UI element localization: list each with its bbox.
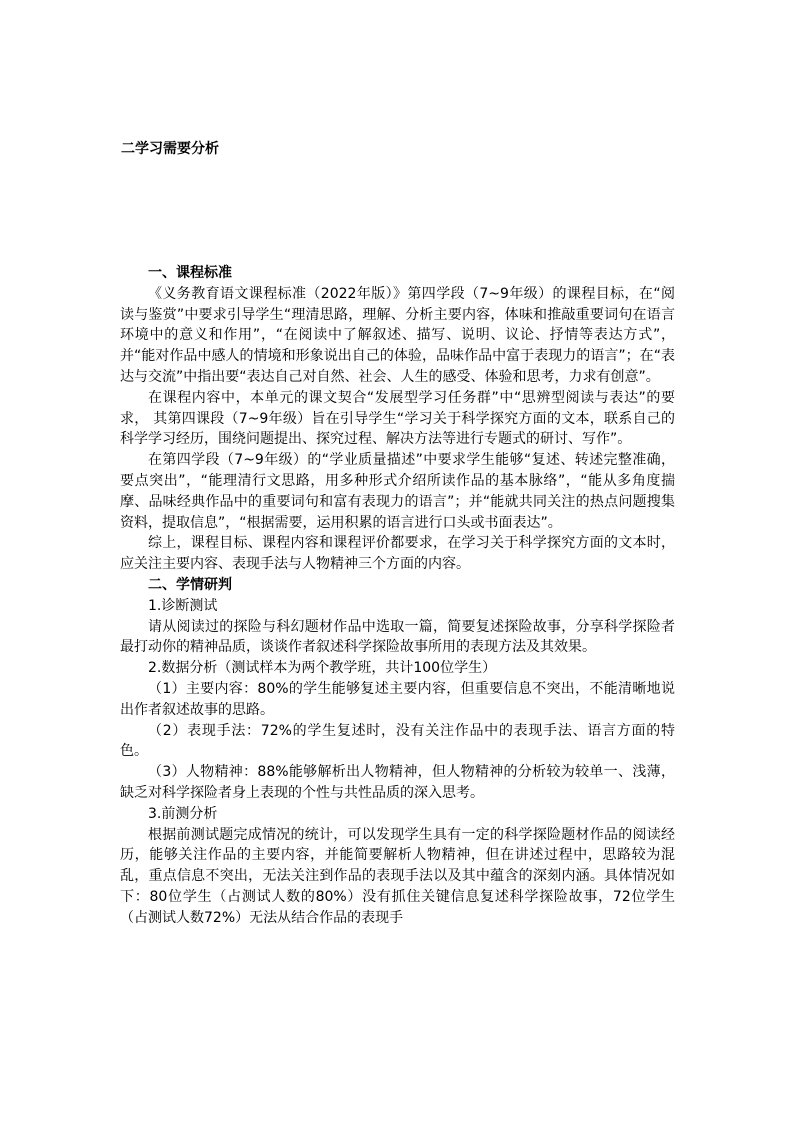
- paragraph-pretest-analysis: 根据前测试题完成情况的统计，可以发现学生具有一定的科学探险题材作品的阅读经历，能够关注作品的主要内容，并能简要解析人物精神，但在讲述过程中，思路较为混乱，重点信息不突出，无法关注到作品的表现手法以及其中蕴含的深刻内涵。具体情况如下：80位学生（占测试人数的80%）没有抓住关键信息复述科学探险故事，72位学生（占测试人数72%）无法从结合作品的表现手: [120, 826, 675, 926]
- page-title: 二学习需要分析: [121, 141, 219, 157]
- list-item-character-spirit: （3）人物精神：88%能够解析出人物精神，但人物精神的分析较为较单一、浅薄，缺乏对科学探险者身上表现的个性与共性品质的深入思考。: [120, 764, 675, 801]
- document-body: [120, 263, 675, 929]
- section-heading-learner-analysis: 二、学情研判: [148, 576, 232, 593]
- subheading-diagnostic-test: 1.诊断测试: [148, 597, 218, 614]
- paragraph-diagnostic-test: 请从阅读过的探险与科幻题材作品中选取一篇，简要复述探险故事，分享科学探险者最打动你的精神品质，谈谈作者叙述科学探险故事所用的表现方法及其效果。: [120, 618, 675, 656]
- paragraph-summary: 综上，课程目标、课程内容和课程评价都要求，在学习关于科学探究方面的文本时，应关注主要内容、表现手法与人物精神三个方面的内容。: [120, 535, 675, 573]
- subheading-data-analysis: 2.数据分析（测试样本为两个教学班，共计100位学生）: [148, 660, 497, 677]
- paragraph-curriculum-goals: 《义务教育语文课程标准（2022年版）》第四学段（7~9年级）的课程目标，在“阅读与鉴赏”中要求引导学生“理清思路，理解、分析主要内容，体味和推敲重要词句在语言环境中的意义和作用”，“在阅读中了解叙述、描写、说明、议论、抒情等表达方式”，并“能对作品中感人的情境和形象说出自己的体验，品味作品中富于表现力的语言”；在“表达与交流”中指出要“表达自己对自然、社会、人生的感受、体验和思考，力求有创意”。: [120, 285, 675, 385]
- list-item-main-content: （1）主要内容：80%的学生能够复述主要内容，但重要信息不突出，不能清晰地说出作者叙述故事的思路。: [120, 680, 675, 718]
- paragraph-quality-description: 在第四学段（7~9年级）的“学业质量描述”中要求学生能够“复述、转述完整准确，要点突出”，“能理清行文思路，用多种形式介绍所读作品的基本脉络”，“能从多角度揣摩、品味经典作品中的重要词句和富有表现力的语言”；并“能就共同关注的热点问题搜集资料，提取信息”，“根据需要，运用积累的语言进行口头或书面表达”。: [120, 452, 675, 531]
- subheading-pretest-analysis: 3.前测分析: [148, 805, 218, 822]
- paragraph-curriculum-content: 在课程内容中，本单元的课文契合“发展型学习任务群”中“思辨型阅读与表达”的要求， 其第四课段（7~9年级）旨在引导学生“学习关于科学探究方面的文本，联系自己的科学学习经历，围绕问题提出、探究过程、解决方法等进行专题式的研讨、写作”。: [120, 389, 675, 448]
- list-item-expression-technique: （2）表现手法：72%的学生复述时，没有关注作品中的表现手法、语言方面的特色。: [120, 722, 675, 760]
- section-heading-curriculum-standard: 一、课程标准: [148, 265, 232, 281]
